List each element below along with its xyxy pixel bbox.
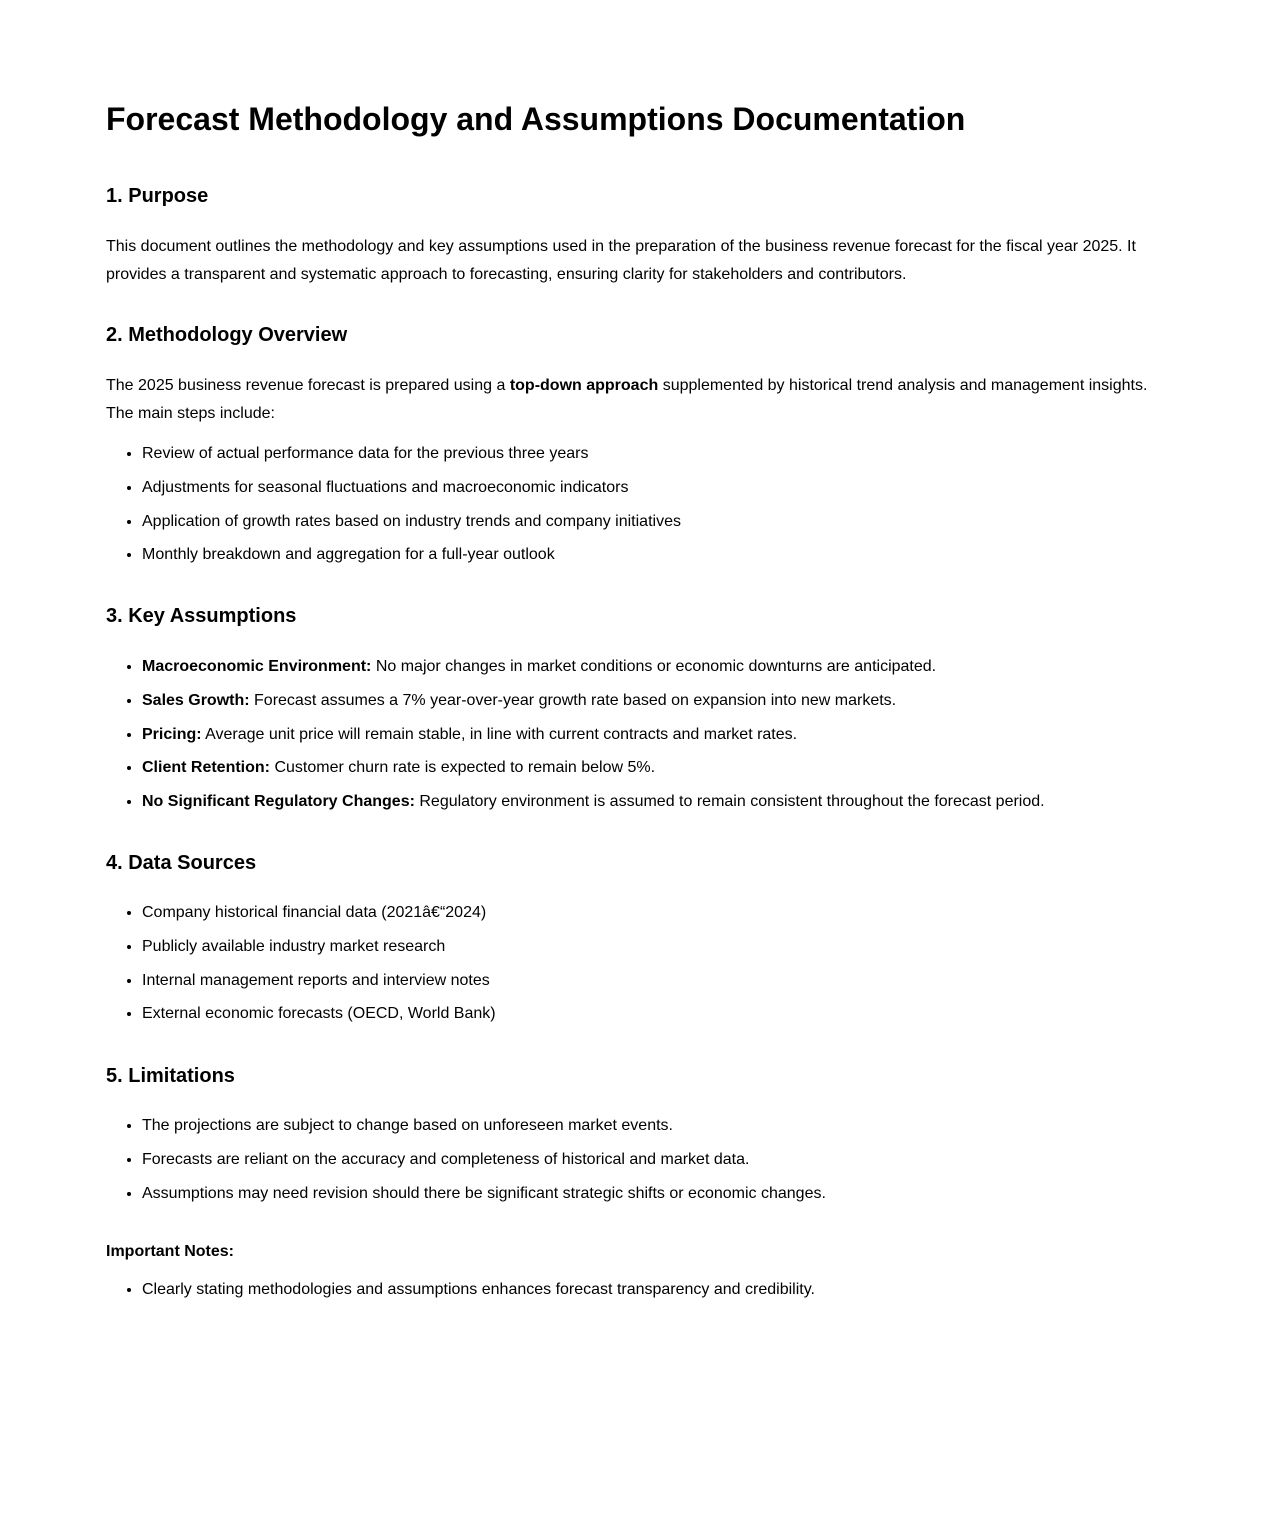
list-item: • Forecasts are reliant on the accuracy and completeness of historical and market data. — [142, 1150, 1192, 1170]
section-heading-purpose: 1. Purpose — [106, 185, 209, 207]
limitations-list — [106, 1116, 1192, 1204]
assumption-text: No major changes in market conditions or economic downturns are anticipated. — [371, 658, 937, 675]
section-heading-assumptions: 3. Key Assumptions — [106, 605, 297, 627]
list-item: • The projections are subject to change based on unforeseen market events. — [142, 1116, 1192, 1136]
list-item: • Review of actual performance data for the previous three years — [142, 444, 1192, 464]
assumptions-list — [106, 657, 1192, 812]
assumption-text: Forecast assumes a 7% year-over-year growth rate based on expansion into new markets. — [249, 691, 897, 709]
list-item: • Publicly available industry market research — [142, 937, 1192, 957]
assumption-label: Pricing: — [142, 725, 202, 743]
section-heading-limitations: 5. Limitations — [106, 1065, 235, 1087]
methodology-intro-bold: top-down approach — [509, 377, 659, 394]
list-item: • Clearly stating methodologies and assumptions enhances forecast transparency and credibility. — [142, 1280, 1192, 1300]
methodology-intro-after: supplemented by historical trend analysis and management insights. The main steps include: — [106, 377, 1148, 422]
list-item — [142, 657, 1192, 677]
assumption-label: No Significant Regulatory Changes: — [142, 793, 415, 811]
assumption-label: Client Retention: — [142, 759, 270, 777]
methodology-intro-before: The 2025 business revenue forecast is prepared using a — [106, 377, 510, 394]
methodology-intro-paragraph — [106, 372, 1156, 427]
section-heading-data-sources: 4. Data Sources — [106, 852, 257, 874]
document-title: Forecast Methodology and Assumptions Documentation — [106, 101, 966, 137]
methodology-steps-list — [106, 444, 1192, 565]
notes-heading: Important Notes: — [106, 1243, 234, 1260]
list-item: • Internal management reports and interview notes — [142, 971, 1192, 991]
list-item: • Assumptions may need revision should there be significant strategic shifts or economic changes. — [142, 1184, 1192, 1204]
list-item — [142, 792, 1192, 812]
section-heading-methodology: 2. Methodology Overview — [106, 324, 348, 346]
assumption-text: Regulatory environment is assumed to remain consistent throughout the forecast period. — [414, 793, 1045, 811]
purpose-paragraph: This document outlines the methodology and key assumptions used in the preparation of the business revenue forecast for the fiscal year 2025. It provides a transparent and systematic approach to forecasting, ensuring clarity for stakeholders and contributors. — [106, 238, 1136, 283]
list-item: • External economic forecasts (OECD, World Bank) — [142, 1004, 1192, 1024]
data-sources-list — [106, 903, 1192, 1024]
list-item: • Application of growth rates based on industry trends and company initiatives — [142, 512, 1192, 532]
list-item: • Monthly breakdown and aggregation for a full-year outlook — [142, 545, 1192, 565]
list-item: • Company historical financial data (2021â€“2024) — [142, 903, 1192, 923]
assumption-text: Average unit price will remain stable, in line with current contracts and market rates. — [201, 725, 798, 743]
list-item — [142, 725, 1192, 745]
assumption-text: Customer churn rate is expected to remain below 5%. — [270, 759, 656, 777]
list-item — [142, 758, 1192, 778]
assumption-label: Sales Growth: — [142, 691, 250, 709]
notes-list — [106, 1280, 1192, 1300]
list-item — [142, 691, 1192, 711]
assumption-label: Macroeconomic Environment: — [142, 658, 372, 675]
list-item: • Adjustments for seasonal fluctuations and macroeconomic indicators — [142, 478, 1192, 498]
